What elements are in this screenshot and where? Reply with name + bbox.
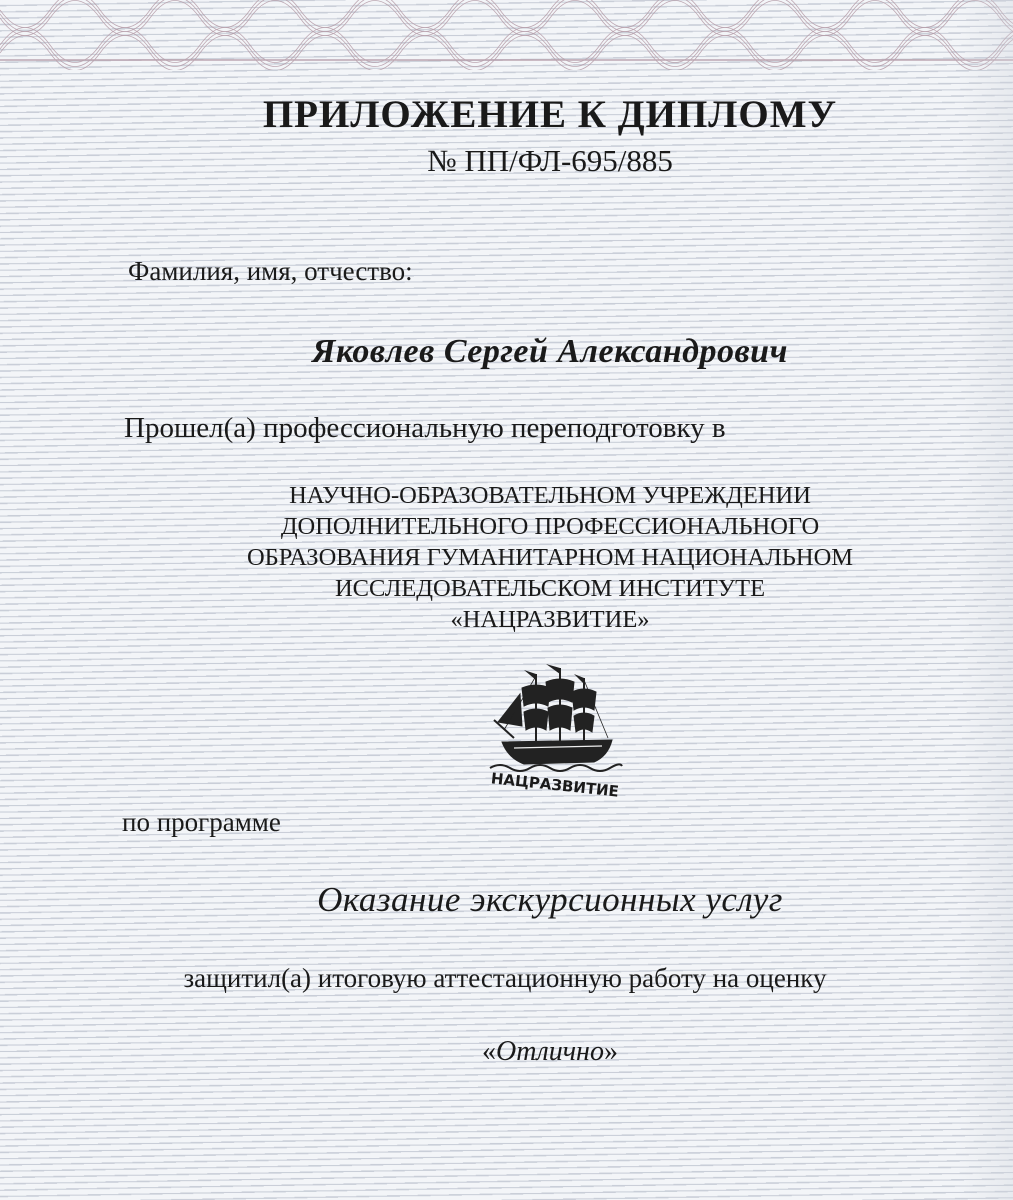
grade-quote-open: «	[482, 1036, 497, 1067]
full-name: Яковлев Сергей Александрович	[312, 333, 788, 370]
defended-label: защитил(а) итоговую аттестационную работу на оценку	[183, 963, 827, 993]
institution-line: «НАЦРАЗВИТИЕ»	[450, 606, 650, 633]
institution-line: ОБРАЗОВАНИЯ ГУМАНИТАРНОМ НАЦИОНАЛЬНОМ	[246, 544, 854, 571]
institution-line: НАУЧНО-ОБРАЗОВАТЕЛЬНОМ УЧРЕЖДЕНИИ	[289, 482, 811, 509]
document-title: ПРИЛОЖЕНИЕ К ДИПЛОМУ	[262, 93, 838, 136]
grade-quote-close: »	[603, 1036, 618, 1067]
institution-line: ИССЛЕДОВАТЕЛЬСКОМ ИНСТИТУТЕ	[334, 575, 766, 602]
logo-text: НАЦРАЗВИТИЕ	[490, 769, 620, 801]
document-number: № ПП/ФЛ-695/885	[427, 143, 673, 178]
sailing-ship-logo-icon	[484, 660, 626, 802]
passed-label: Прошел(а) профессиональную переподготовку в	[124, 412, 726, 444]
grade	[0, 1036, 1013, 1068]
program-name: Оказание экскурсионных услуг	[317, 880, 783, 919]
grade-value: Отлично	[496, 1036, 604, 1067]
institution-line: ДОПОЛНИТЕЛЬНОГО ПРОФЕССИОНАЛЬНОГО	[280, 513, 820, 540]
institution-name	[0, 480, 1013, 635]
fio-label: Фамилия, имя, отчество:	[128, 256, 413, 286]
program-label: по программе	[122, 807, 281, 837]
